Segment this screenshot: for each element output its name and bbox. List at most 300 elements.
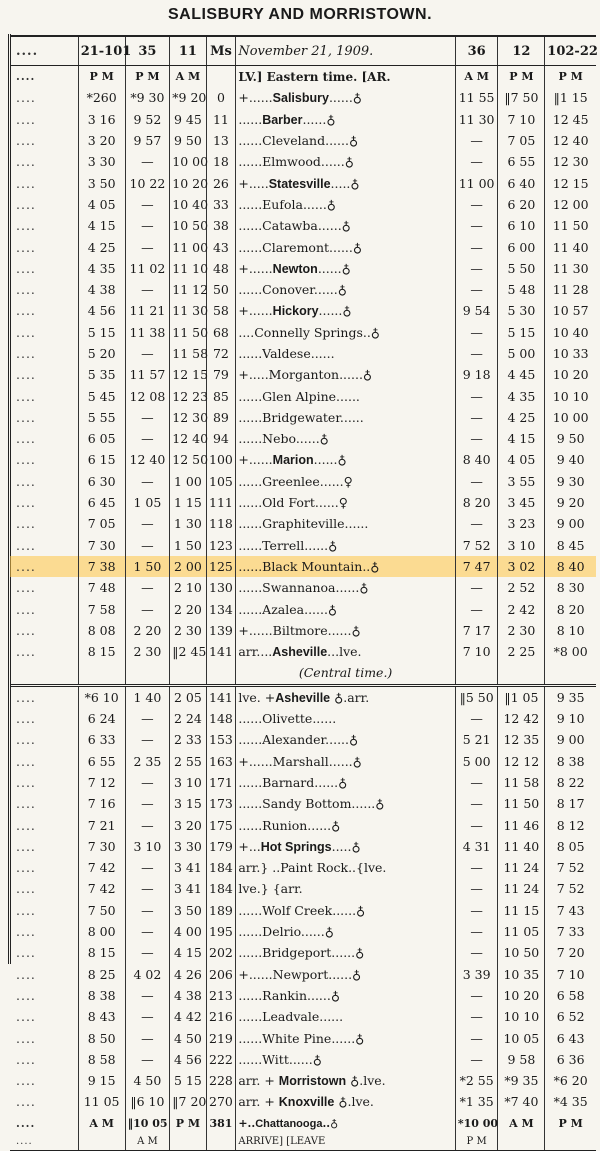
- col-12: 10 20: [498, 985, 545, 1006]
- col-station: +......Marshall......♁: [236, 751, 455, 772]
- col-102-22: P M: [545, 66, 596, 88]
- col-11: *9 20: [170, 87, 206, 108]
- col-102-22: 8 40: [545, 556, 596, 577]
- col-11: 2 30: [170, 620, 206, 641]
- col-35: —: [125, 194, 170, 215]
- col-12: 3 55: [498, 471, 545, 492]
- col-36: —: [455, 407, 498, 428]
- col-36: 11 30: [455, 109, 498, 130]
- timetable-row: [10, 492, 596, 513]
- col-21-101: 4 05: [78, 194, 125, 215]
- col-miles: 18: [206, 151, 236, 172]
- col-36: *2 55: [455, 1070, 498, 1091]
- col-station: arr. + Morristown ♁.lve.: [236, 1070, 455, 1091]
- col-21-101: 7 30: [78, 836, 125, 857]
- col-miles: 13: [206, 130, 236, 151]
- col-21-101: 6 45: [78, 492, 125, 513]
- timetable-row: [10, 942, 596, 963]
- timetable-row: [10, 620, 596, 641]
- col-21-101: 3 16: [78, 109, 125, 130]
- col-21-101: 5 20: [78, 343, 125, 364]
- col-12: 6 20: [498, 194, 545, 215]
- col-station: November 21, 1909.: [236, 36, 455, 66]
- col-station: ......Bridgeport......♁: [236, 942, 455, 963]
- col-36: —: [455, 708, 498, 729]
- col-102-22: 11 30: [545, 258, 596, 279]
- col-station: ......Terrell......♁: [236, 535, 455, 556]
- col-12: 12 35: [498, 729, 545, 750]
- timetable-row: [10, 577, 596, 598]
- col-102-22: *8 00: [545, 641, 596, 662]
- timetable-row: [10, 236, 596, 257]
- col-12: 5 48: [498, 279, 545, 300]
- col-miles: 118: [206, 513, 236, 534]
- col-12: 2 30: [498, 620, 545, 641]
- col-36: 8 40: [455, 449, 498, 470]
- col-35: —: [125, 535, 170, 556]
- col-21-101: 7 38: [78, 556, 125, 577]
- col-35: —: [125, 151, 170, 172]
- col-35: —: [125, 428, 170, 449]
- col-21-101: A M: [78, 1113, 125, 1134]
- col-11: 3 41: [170, 857, 206, 878]
- col-21-101: 8 43: [78, 1006, 125, 1027]
- station-name-bold: Asheville: [275, 690, 331, 705]
- col-21-101: 7 30: [78, 535, 125, 556]
- col-102-22: 7 10: [545, 963, 596, 984]
- col-21-101: 4 35: [78, 258, 125, 279]
- timetable-row: [10, 1006, 596, 1027]
- timetable-row: [10, 449, 596, 470]
- leader-dots: ....: [16, 346, 36, 361]
- col-miles: 100: [206, 449, 236, 470]
- timetable-row: [10, 130, 596, 151]
- col-miles: 179: [206, 836, 236, 857]
- col-35: A M: [125, 1134, 170, 1151]
- timetable-row: [10, 729, 596, 750]
- col-102-22: 9 00: [545, 729, 596, 750]
- col-21-101: 5 35: [78, 364, 125, 385]
- col-station: ......Delrio......♁: [236, 921, 455, 942]
- col-36: —: [455, 942, 498, 963]
- col-35: —: [125, 942, 170, 963]
- col-35: ‖6 10: [125, 1091, 170, 1112]
- col-12: ‖7 50: [498, 87, 545, 108]
- station-name-bold: Asheville: [272, 645, 328, 660]
- col-12: 6 10: [498, 215, 545, 236]
- col-11: 4 38: [170, 985, 206, 1006]
- col-11: 10 40: [170, 194, 206, 215]
- col-12: 10 05: [498, 1027, 545, 1048]
- col-11: 2 10: [170, 577, 206, 598]
- col-35: —: [125, 814, 170, 835]
- col-102-22: 8 17: [545, 793, 596, 814]
- leader-dots: ....: [10, 1134, 78, 1151]
- col-miles: 130: [206, 577, 236, 598]
- col-miles: [206, 1134, 236, 1151]
- col-35: 12 08: [125, 385, 170, 406]
- col-12: 6 55: [498, 151, 545, 172]
- col-21-101: 8 58: [78, 1049, 125, 1070]
- col-35: —: [125, 708, 170, 729]
- leader-dots: ....: [16, 111, 36, 127]
- col-102-22: 9 40: [545, 449, 596, 470]
- col-35: —: [125, 343, 170, 364]
- leader-dots: ....: [16, 239, 36, 255]
- col-36: 8 20: [455, 492, 498, 513]
- col-11: 11 00: [170, 236, 206, 257]
- leader-dots: ....: [16, 987, 36, 1003]
- col-21-101: 21-101: [78, 36, 125, 66]
- col-12: 6 40: [498, 172, 545, 193]
- col-11: 12 23: [170, 385, 206, 406]
- col-102-22: 12 00: [545, 194, 596, 215]
- cell: [206, 662, 236, 685]
- col-12: 11 24: [498, 857, 545, 878]
- col-11: 1 50: [170, 535, 206, 556]
- col-35: ‖10 05: [125, 1113, 170, 1134]
- col-21-101: 4 15: [78, 215, 125, 236]
- col-station: ......Old Fort......♀: [236, 492, 455, 513]
- col-36: *10 00: [455, 1113, 498, 1134]
- col-36: —: [455, 471, 498, 492]
- col-21-101: 8 08: [78, 620, 125, 641]
- col-station: +......Newton......♁: [236, 258, 455, 279]
- col-102-22: *6 20: [545, 1070, 596, 1091]
- col-35: —: [125, 1006, 170, 1027]
- col-miles: 184: [206, 857, 236, 878]
- col-35: —: [125, 279, 170, 300]
- leader-dots: ....: [16, 817, 36, 833]
- timetable-row: [10, 172, 596, 193]
- col-102-22: 12 45: [545, 109, 596, 130]
- col-102-22: 11 50: [545, 215, 596, 236]
- col-station: +..Chattanooga..♁: [236, 1113, 455, 1134]
- col-36: A M: [455, 66, 498, 88]
- timetable-row: [10, 878, 596, 899]
- footer-row: [10, 1134, 596, 1151]
- col-miles: 270: [206, 1091, 236, 1112]
- col-21-101: 4 38: [78, 279, 125, 300]
- col-miles: 148: [206, 708, 236, 729]
- col-21-101: 5 15: [78, 322, 125, 343]
- col-11: 3 15: [170, 793, 206, 814]
- leader-dots: ....: [16, 796, 36, 812]
- col-102-22: 7 52: [545, 857, 596, 878]
- col-11: 9 50: [170, 130, 206, 151]
- col-11: 2 55: [170, 751, 206, 772]
- leader-dots: ....: [16, 902, 36, 918]
- col-11: 11 30: [170, 300, 206, 321]
- col-35: 9 52: [125, 109, 170, 130]
- timetable-row: [10, 151, 596, 172]
- leader-dots: ....: [16, 473, 36, 489]
- col-miles: 94: [206, 428, 236, 449]
- col-21-101: 6 15: [78, 449, 125, 470]
- col-35: —: [125, 236, 170, 257]
- col-12: 12: [498, 36, 545, 66]
- col-21-101: 8 25: [78, 963, 125, 984]
- col-21-101: 11 05: [78, 1091, 125, 1112]
- col-36: —: [455, 921, 498, 942]
- col-102-22: 8 45: [545, 535, 596, 556]
- col-21-101: 7 05: [78, 513, 125, 534]
- col-miles: 153: [206, 729, 236, 750]
- timetable-row: [10, 641, 596, 662]
- leader-dots: ....: [16, 303, 36, 319]
- leader-dots: ....: [16, 1030, 36, 1046]
- leader-dots: ....: [16, 711, 36, 727]
- leader-dots: ....: [16, 196, 36, 212]
- col-11: 4 26: [170, 963, 206, 984]
- leader-dots: ....: [16, 622, 36, 638]
- col-station: ......Cleveland......♁: [236, 130, 455, 151]
- col-102-22: 9 50: [545, 428, 596, 449]
- leader-dots: ....: [16, 774, 36, 790]
- col-miles: 216: [206, 1006, 236, 1027]
- timetable-row: [10, 921, 596, 942]
- col-11: 11: [170, 36, 206, 66]
- cell: [10, 662, 78, 685]
- col-station: arr....Asheville...lve.: [236, 641, 455, 662]
- col-miles: 141: [206, 641, 236, 662]
- leader-dots: ....: [16, 409, 36, 425]
- col-102-22: *4 35: [545, 1091, 596, 1112]
- col-11: 10 20: [170, 172, 206, 193]
- col-12: 11 58: [498, 772, 545, 793]
- col-102-22: 10 10: [545, 385, 596, 406]
- col-station: ......Sandy Bottom......♁: [236, 793, 455, 814]
- leader-dots: ....: [16, 945, 36, 961]
- col-station: ......Olivette......: [236, 708, 455, 729]
- col-36: —: [455, 772, 498, 793]
- timetable-row: [10, 900, 596, 921]
- col-11: 11 10: [170, 258, 206, 279]
- col-11: 3 30: [170, 836, 206, 857]
- col-station: +......Newport......♁: [236, 963, 455, 984]
- col-11: ‖7 20: [170, 1091, 206, 1112]
- col-station: ......Barber......♁: [236, 109, 455, 130]
- col-102-22: 9 35: [545, 685, 596, 708]
- leader-dots: ....: [16, 175, 36, 191]
- col-12: 6 00: [498, 236, 545, 257]
- col-miles: 171: [206, 772, 236, 793]
- col-12: 5 15: [498, 322, 545, 343]
- col-12: ‖1 05: [498, 685, 545, 708]
- col-102-22: 12 15: [545, 172, 596, 193]
- col-12: [498, 1134, 545, 1151]
- col-miles: 189: [206, 900, 236, 921]
- col-102-22: 7 33: [545, 921, 596, 942]
- ampm-row: [10, 66, 596, 88]
- timetable-row: [10, 598, 596, 619]
- col-12: 4 05: [498, 449, 545, 470]
- col-35: —: [125, 878, 170, 899]
- col-12: 3 45: [498, 492, 545, 513]
- col-35: 12 40: [125, 449, 170, 470]
- col-11: 9 45: [170, 109, 206, 130]
- col-station: ......Witt......♁: [236, 1049, 455, 1070]
- col-21-101: *260: [78, 87, 125, 108]
- leader-dots: ....: [10, 36, 78, 66]
- col-36: —: [455, 1006, 498, 1027]
- central-time-row: [10, 662, 596, 685]
- col-35: —: [125, 921, 170, 942]
- col-station: ARRIVE] [LEAVE: [236, 1134, 455, 1151]
- header-row: [10, 36, 596, 66]
- col-station: +.....Statesville.....♁: [236, 172, 455, 193]
- station-name-bold: Knoxville: [278, 1095, 335, 1110]
- col-12: 10 35: [498, 963, 545, 984]
- col-21-101: 5 55: [78, 407, 125, 428]
- col-102-22: 6 58: [545, 985, 596, 1006]
- col-11: A M: [170, 66, 206, 88]
- station-name-bold: Barber: [262, 112, 303, 127]
- col-11: 12 15: [170, 364, 206, 385]
- col-station: ......Leadvale......: [236, 1006, 455, 1027]
- timetable-row: [10, 87, 596, 108]
- col-102-22: 8 38: [545, 751, 596, 772]
- col-miles: 139: [206, 620, 236, 641]
- leader-dots: ....: [16, 260, 36, 276]
- col-miles: 0: [206, 87, 236, 108]
- col-36: 5 00: [455, 751, 498, 772]
- col-miles: 222: [206, 1049, 236, 1070]
- col-21-101: 7 12: [78, 772, 125, 793]
- cell: [498, 662, 545, 685]
- col-36: —: [455, 236, 498, 257]
- col-station: ......Greenlee......♀: [236, 471, 455, 492]
- col-35: 4 02: [125, 963, 170, 984]
- col-station: +......Marion......♁: [236, 449, 455, 470]
- col-35: 10 22: [125, 172, 170, 193]
- col-21-101: 4 25: [78, 236, 125, 257]
- col-12: 12 12: [498, 751, 545, 772]
- leader-dots: ....: [16, 838, 36, 854]
- cell: [78, 662, 125, 685]
- col-station: arr.} ..Paint Rock..{lve.: [236, 857, 455, 878]
- col-36: —: [455, 985, 498, 1006]
- col-miles: 228: [206, 1070, 236, 1091]
- col-35: 4 50: [125, 1070, 170, 1091]
- col-station: +......Salisbury......♁: [236, 87, 455, 108]
- col-station: ......Eufola......♁: [236, 194, 455, 215]
- col-21-101: 7 42: [78, 857, 125, 878]
- col-102-22: 6 52: [545, 1006, 596, 1027]
- timetable-title: SALISBURY AND MORRISTOWN.: [167, 6, 433, 23]
- col-35: —: [125, 471, 170, 492]
- col-station: ......Runion......♁: [236, 814, 455, 835]
- col-12: 5 50: [498, 258, 545, 279]
- col-35: 11 38: [125, 322, 170, 343]
- timetable-row: [10, 258, 596, 279]
- col-12: 11 05: [498, 921, 545, 942]
- col-36: 9 54: [455, 300, 498, 321]
- col-21-101: 7 42: [78, 878, 125, 899]
- timetable-row: [10, 751, 596, 772]
- col-36: —: [455, 279, 498, 300]
- col-21-101: [78, 1134, 125, 1151]
- col-21-101: *6 10: [78, 685, 125, 708]
- leader-dots: ....: [16, 133, 36, 149]
- station-name-bold: Newton: [272, 261, 318, 276]
- col-station: ......Barnard......♁: [236, 772, 455, 793]
- col-12: 2 52: [498, 577, 545, 598]
- timetable-row: [10, 708, 596, 729]
- col-102-22: 9 30: [545, 471, 596, 492]
- col-36: —: [455, 814, 498, 835]
- col-station: ......Black Mountain..♁: [236, 556, 455, 577]
- col-miles: 33: [206, 194, 236, 215]
- col-11: 10 00: [170, 151, 206, 172]
- col-miles: 72: [206, 343, 236, 364]
- leader-dots: ....: [16, 70, 36, 84]
- col-11: 1 00: [170, 471, 206, 492]
- col-11: 3 41: [170, 878, 206, 899]
- col-miles: 11: [206, 109, 236, 130]
- col-miles: 184: [206, 878, 236, 899]
- timetable-row: [10, 215, 596, 236]
- station-name-bold: Hot Springs: [260, 839, 332, 854]
- timetable-row: [10, 385, 596, 406]
- col-11: 2 33: [170, 729, 206, 750]
- col-station: ......Bridgewater......: [236, 407, 455, 428]
- col-11: 2 05: [170, 685, 206, 708]
- col-36: 9 18: [455, 364, 498, 385]
- timetable-row-highlighted: [10, 556, 596, 577]
- col-station: ......Swannanoa......♁: [236, 577, 455, 598]
- col-station: ......Alexander......♁: [236, 729, 455, 750]
- col-12: 3 10: [498, 535, 545, 556]
- col-21-101: 8 38: [78, 985, 125, 1006]
- timetable-row: [10, 513, 596, 534]
- col-12: 4 25: [498, 407, 545, 428]
- col-21-101: 3 30: [78, 151, 125, 172]
- leader-dots: ....: [16, 537, 36, 553]
- col-102-22: 6 43: [545, 1027, 596, 1048]
- col-miles: 134: [206, 598, 236, 619]
- col-11: 2 24: [170, 708, 206, 729]
- col-12: *9 35: [498, 1070, 545, 1091]
- timetable-row: [10, 963, 596, 984]
- leader-dots: ....: [16, 601, 36, 617]
- col-102-22: 8 30: [545, 577, 596, 598]
- col-35: —: [125, 513, 170, 534]
- station-name-bold: Salisbury: [272, 91, 329, 106]
- col-11: 4 42: [170, 1006, 206, 1027]
- col-station: ......White Pine......♁: [236, 1027, 455, 1048]
- col-miles: 202: [206, 942, 236, 963]
- col-miles: 213: [206, 985, 236, 1006]
- col-21-101: 7 50: [78, 900, 125, 921]
- col-12: 2 25: [498, 641, 545, 662]
- timetable-row: [10, 343, 596, 364]
- col-12: 5 30: [498, 300, 545, 321]
- col-12: P M: [498, 66, 545, 88]
- col-miles: 26: [206, 172, 236, 193]
- col-11: 4 00: [170, 921, 206, 942]
- leader-dots: ....: [16, 495, 36, 511]
- col-21-101: P M: [78, 66, 125, 88]
- col-35: 11 57: [125, 364, 170, 385]
- col-36: —: [455, 857, 498, 878]
- col-11: 2 00: [170, 556, 206, 577]
- col-miles: 105: [206, 471, 236, 492]
- col-11: ‖2 45: [170, 641, 206, 662]
- col-102-22: 7 43: [545, 900, 596, 921]
- col-11: 11 12: [170, 279, 206, 300]
- col-11: 1 15: [170, 492, 206, 513]
